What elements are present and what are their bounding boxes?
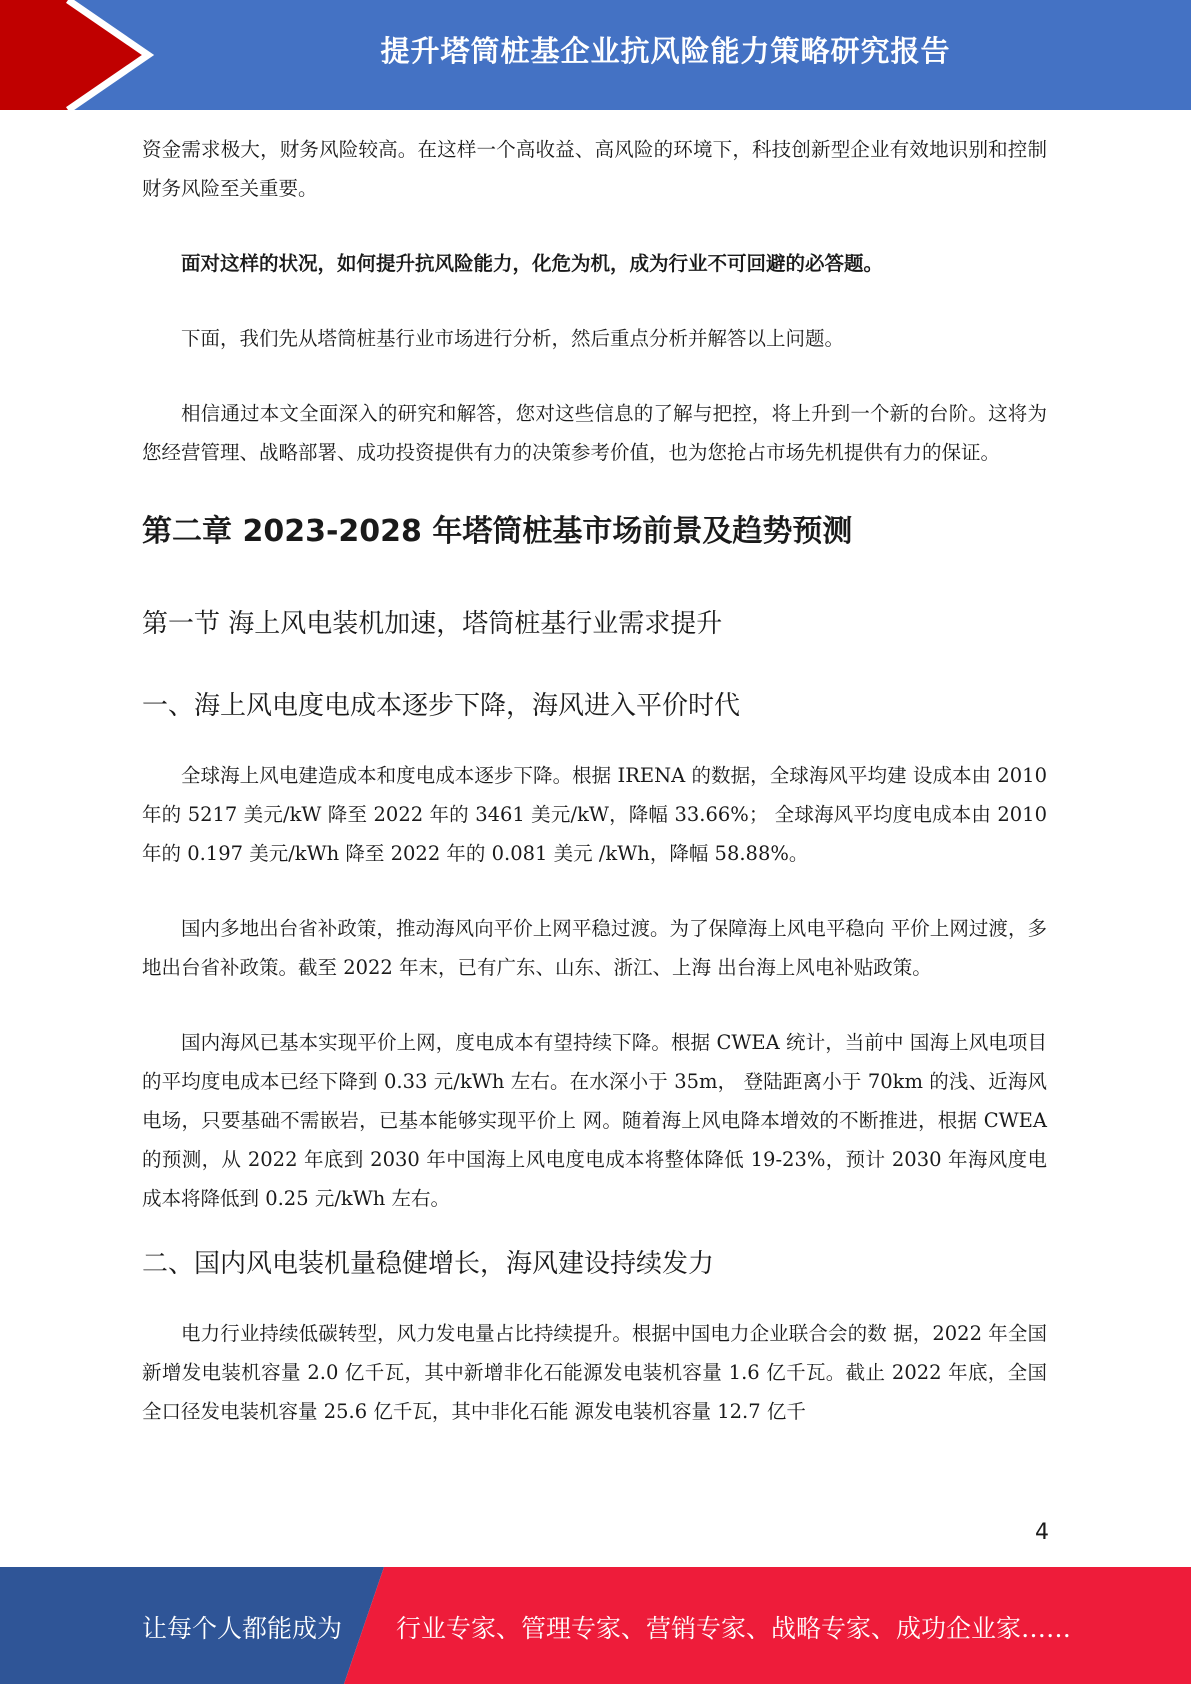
subsection-1-paragraph-3: 国内海风已基本实现平价上网，度电成本有望持续下降。根据 CWEA 统计，当前中 国海上风电项目的平均度电成本已经下降到 0.33 元/kWh 左右。在水深小于 35m， 登陆距离小于 70km 的浅、近海风电场，只要基础不需嵌岩，已基本能够实现平价上 网。随着海上风电降本增效的不断推进，根据 CWEA 的预测，从 2022 年底到 2030 年中国海上风电度电成本将整体降低 19-23%，预计 2030 年海风度电成本将降低到 0.25 元/kWh 左右。 — [142, 1031, 1047, 1210]
report-title: 提升塔筒桩基企业抗风险能力策略研究报告 — [380, 34, 951, 68]
subsection-heading-2: 二、国内风电装机量稳健增长，海风建设持续发力 — [142, 1249, 715, 1279]
subsection-2-paragraph-1: 电力行业持续低碳转型，风力发电量占比持续提升。根据中国电力企业联合会的数 据，2022 年全国新增发电装机容量 2.0 亿千瓦，其中新增非化石能源发电装机容量 1.6 亿千瓦。截止 2022 年底，全国全口径发电装机容量 25.6 亿千瓦，其中非化石能 源发电装机容量 12.7 亿千 — [142, 1322, 1047, 1423]
footer-slogan-right: 行业专家、管理专家、营销专家、战略专家、成功企业家…… — [396, 1614, 1072, 1643]
document-body — [142, 130, 1047, 1431]
page-number: 4 — [1035, 1520, 1049, 1545]
subsection-1-paragraph-1: 全球海上风电建造成本和度电成本逐步下降。根据 IRENA 的数据，全球海风平均建 设成本由 2010 年的 5217 美元/kW 降至 2022 年的 3461 美元/kW，降幅 33.66%； 全球海风平均度电成本由 2010 年的 0.197 美元/kWh 降至 2022 年的 0.081 美元 /kWh，降幅 58.88%。 — [142, 764, 1047, 865]
subsection-heading-1: 一、海上风电度电成本逐步下降，海风进入平价时代 — [142, 691, 741, 721]
page-header — [0, 0, 1191, 110]
intro-paragraph-1: 资金需求极大，财务风险较高。在这样一个高收益、高风险的环境下，科技创新型企业有效地识别和控制财务风险至关重要。 — [142, 138, 1047, 200]
section-heading: 第一节 海上风电装机加速，塔筒桩基行业需求提升 — [142, 609, 723, 639]
subsection-1-paragraph-2: 国内多地出台省补政策，推动海风向平价上网平稳过渡。为了保障海上风电平稳向 平价上网过渡，多地出台省补政策。截至 2022 年末，已有广东、山东、浙江、上海 出台海上风电补贴政策。 — [142, 917, 1047, 979]
intro-paragraph-3: 下面，我们先从塔筒桩基行业市场进行分析，然后重点分析并解答以上问题。 — [181, 327, 845, 350]
chapter-heading: 第二章 2023-2028 年塔筒桩基市场前景及趋势预测 — [142, 514, 853, 549]
intro-paragraph-4: 相信通过本文全面深入的研究和解答，您对这些信息的了解与把控，将上升到一个新的台阶。这将为您经营管理、战略部署、成功投资提供有力的决策参考价值，也为您抢占市场先机提供有力的保证。 — [142, 402, 1047, 464]
footer-slogan-left: 让每个人都能成为 — [142, 1614, 343, 1643]
intro-paragraph-2: 面对这样的状况，如何提升抗风险能力，化危为机，成为行业不可回避的必答题。 — [181, 252, 884, 275]
page-footer — [0, 1567, 1191, 1684]
